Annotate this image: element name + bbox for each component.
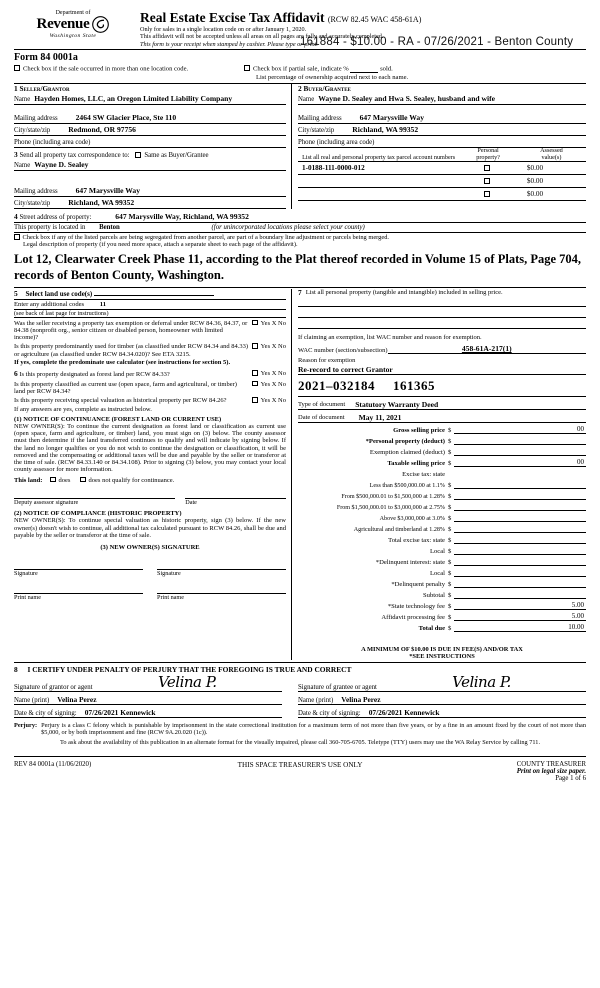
q-timber-text: Is this property predominantly used for timber (as classified under RCW 84.34 and 84.33) or agriculture (as classified under RCW 84.34.020)? See ETA 3215. (14, 343, 249, 358)
grantor-date-city[interactable]: 07/26/2021 Kennewick (84, 707, 156, 717)
seller-mailing-value: 2464 SW Glacier Place, Ste 110 (75, 113, 177, 123)
notice1-body: NEW OWNER(S): To continue the current designation as forest land or classification as current use (open space, farm and agriculture, or timber) land, you must sign on (3) below. The county assessor must then determine if the land transferred continues to qualify and will indicate by signing below. If the land no longer qualifies or you do not wish to continue the designation or classification, it will be removed and the compensating or additional taxes will be due and payable by the seller or transferor at the time of sale. (RCW 84.33.140 or 84.34.108). Prior to signing (3) below, you may contact your local county assessor for more information. (14, 422, 286, 474)
additional-codes-value[interactable]: 11 (99, 300, 107, 308)
personal-col-line2: property? (476, 153, 500, 161)
q7-number: 7 (298, 287, 302, 297)
dollar-sign: $ (448, 536, 452, 544)
checkbox-icon[interactable] (484, 178, 490, 184)
taxable-selling-price-row (298, 456, 586, 467)
rate-row-2 (298, 489, 586, 500)
grantee-signature[interactable]: Velina P. (452, 672, 511, 691)
q-timber-answer[interactable] (252, 343, 286, 350)
gross-selling-price-row (298, 423, 586, 434)
minimum-due-note: A MINIMUM OF $10.00 IS DUE IN FEE(S) AND/OR TAX (361, 645, 523, 653)
grantor-date-label: Date & city of signing: (14, 709, 77, 717)
checkbox-icon[interactable] (252, 343, 258, 349)
grantee-date-label: Date & city of signing: (298, 709, 361, 717)
rate-row-4 (298, 511, 586, 522)
dollar-sign: $ (448, 547, 452, 555)
doctype-label: Type of document (298, 401, 346, 409)
state-technology-fee-label: *State technology fee (387, 602, 445, 610)
affidavit-processing-fee-row (298, 610, 586, 621)
this-land-label: This land: (14, 476, 43, 484)
taxpayer-mailing-field[interactable] (14, 185, 286, 197)
delinquent-penalty-label: *Delinquent penalty (391, 580, 445, 588)
this-land-not-label: does not qualify for continuance. (88, 476, 175, 484)
subtotal-label: Subtotal (423, 591, 445, 599)
agency-logo-block (14, 10, 132, 39)
rate-row-5 (298, 522, 586, 533)
excise-tax-state-row (298, 467, 586, 478)
department-label: Department of (55, 10, 91, 16)
taxpayer-city-value: Richland, WA 99352 (68, 198, 135, 208)
personal-property-line-3[interactable] (298, 318, 586, 329)
delinquent-interest-local-label: Local (429, 569, 445, 577)
rate-label-2: From $500,000.01 to $1,500,000 at 1.28% (341, 493, 445, 500)
grantee-signature-label: Signature of grantee or agent (298, 683, 377, 691)
buyer-name-value: Wayne D. Sealey and Hwa S. Sealey, husband and wife (318, 94, 496, 104)
docdate-value[interactable]: May 11, 2021 (358, 412, 402, 422)
see-instructions-note: *SEE INSTRUCTIONS (409, 652, 475, 660)
q6c-text: Is this property receiving special valuation as historical property per RCW 84.26? (14, 397, 227, 405)
seller-block (14, 84, 292, 148)
q-timber-answer-text: Yes X No (260, 343, 286, 351)
form-number: Form 84 0001a (14, 51, 78, 63)
legal-description[interactable]: Lot 12, Clearwater Creek Phase 11, according to the Plat thereof recorded in Volume 15 of Plats, Page 704, records of Benton County, Washington. (14, 249, 586, 287)
personal-property-deduct-label: *Personal property (deduct) (365, 437, 445, 445)
dollar-sign: $ (448, 459, 452, 467)
reference-number-2: 161365 (393, 377, 435, 393)
document-title-citation: (RCW 82.45 WAC 458-61A) (327, 15, 422, 24)
seller-mailing-label: Mailing address (14, 115, 58, 123)
taxpayer-heading: Send all property tax correspondence to: (19, 152, 130, 160)
delinquent-interest-state-label: *Delinquent interest: state (375, 558, 445, 566)
multi-location-label: Check box if the sale occurred in more than one location code. (23, 65, 189, 73)
revenue-wordmark: Revenue (36, 16, 90, 33)
dollar-sign: $ (448, 492, 452, 500)
exemption-instruction: If claiming an exemption, list WAC number and reason for exemption. (298, 333, 482, 341)
certify-title: I CERTIFY UNDER PENALTY OF PERJURY THAT THE FOREGOING IS TRUE AND CORRECT (27, 664, 352, 674)
additional-codes-hint: (see back of last page for instructions) (14, 310, 286, 318)
grantor-signature-label: Signature of grantor or agent (14, 683, 93, 691)
buyer-phone-label: Phone (including area code) (298, 139, 375, 147)
exemption-claimed-row (298, 445, 586, 456)
rate-value-5[interactable] (454, 532, 586, 533)
seller-city-label: City/state/zip (14, 127, 51, 135)
q6b-text: Is this property classified as current use (open space, farm and agricultural, or timber) land per RCW 84.34? (14, 380, 237, 395)
q7-text: List all personal property (tangible and intangible) included in selling price. (305, 288, 503, 296)
q6a-text: Is this property designated as forest land per RCW 84.33? (19, 371, 170, 379)
party-section (14, 84, 586, 148)
excise-tax-state-label: Excise tax: state (402, 470, 445, 478)
exemption-claimed-label: Exemption claimed (deduct) (369, 448, 445, 456)
assessed-value-cell[interactable]: $0.00 (517, 175, 586, 188)
grantee-certify-block (292, 674, 586, 718)
total-excise-state-label: Total excise tax: state (388, 536, 445, 544)
legal-description-note (14, 241, 586, 249)
this-land-does-label: does (58, 476, 71, 484)
taxable-selling-price-value[interactable]: 00 (454, 458, 586, 467)
grantor-certify-block (14, 674, 292, 718)
personal-property-cell[interactable] (459, 175, 517, 188)
signature-label-1: Signature (14, 570, 38, 578)
checkbox-icon[interactable] (80, 477, 86, 483)
rate-value-3[interactable] (454, 510, 586, 511)
same-as-buyer-label: Same as Buyer/Grantee (144, 152, 209, 160)
grantee-date-city[interactable]: 07/26/2021 Kennewick (368, 707, 440, 717)
located-in-label: This property is located in (14, 224, 86, 232)
revenue-swirl-icon (92, 16, 109, 33)
partial-sale-suffix: sold. (380, 65, 393, 73)
subtotal-value[interactable] (454, 598, 586, 599)
buyer-block (292, 84, 586, 148)
seller-name-label: Name (14, 96, 31, 104)
checkbox-icon[interactable] (484, 165, 490, 171)
q6-note: If any answers are yes, complete as instructed below. (14, 406, 152, 414)
deputy-date-label: Date (185, 499, 197, 507)
personal-property-col-header (459, 148, 517, 162)
taxable-selling-price-label: Taxable selling price (387, 459, 445, 467)
q6a-answer-text: Yes X No (260, 370, 286, 378)
q5-number: 5 (14, 288, 18, 298)
personal-property-cell[interactable] (459, 162, 517, 175)
right-column (292, 289, 586, 660)
taxpayer-name-label: Name (14, 162, 31, 170)
tax-correspondence-block (14, 148, 292, 209)
doctype-value[interactable]: Statutory Warranty Deed (355, 399, 439, 409)
delinquent-interest-local-value[interactable] (454, 576, 586, 577)
dollar-sign: $ (448, 481, 452, 489)
document-title-text: Real Estate Excise Tax Affidavit (140, 10, 325, 25)
local-excise-row (298, 544, 586, 555)
grantee-print-name[interactable]: Velina Perez (341, 694, 381, 704)
taxpayer-city-label: City/state/zip (14, 200, 51, 208)
parcel-col-header: List all real and personal property tax parcel account numbers (298, 148, 459, 162)
checkbox-icon[interactable] (252, 381, 258, 387)
q6-number: 6 (14, 369, 18, 379)
assessed-value-cell[interactable]: $0.00 (517, 188, 586, 201)
rate-label-3: From $1,500,000.01 to $3,000,000 at 2.75% (336, 504, 445, 511)
grantor-print-label: Name (print) (14, 696, 50, 704)
checkbox-icon[interactable] (252, 397, 258, 403)
seller-heading: Seller/Grantor (19, 85, 70, 94)
checkbox-icon[interactable] (14, 65, 20, 71)
buyer-city-field[interactable] (298, 124, 586, 136)
revision-number: REV 84 0001a (11/06/2020) (14, 761, 92, 769)
additional-codes-label: Enter any additional codes (14, 300, 85, 308)
dollar-sign: $ (448, 602, 452, 610)
taxpayer-mailing-value: 647 Marysville Way (75, 186, 141, 196)
notice3-title: (3) NEW OWNER(S) SIGNATURE (100, 544, 200, 552)
delinquent-penalty-value[interactable] (454, 587, 586, 588)
total-due-value[interactable]: 10.00 (454, 623, 586, 632)
ada-note: To ask about the availability of this publication in an alternate format for the visually impaired, please call 360-705-6705. Teletype (TTY) users may use the WA Relay Service by calling 711. (59, 738, 541, 746)
grantor-signature[interactable]: Velina P. (157, 672, 217, 691)
dollar-sign: $ (448, 613, 452, 621)
checkbox-icon[interactable] (244, 65, 250, 71)
exemption-reason-label: Reason for exemption (298, 357, 356, 365)
seller-city-value: Redmond, OR 97756 (68, 125, 136, 135)
wac-number-label: WAC number (section/subsection) (298, 346, 388, 354)
total-due-row (298, 621, 586, 632)
buyer-name-label: Name (298, 96, 315, 104)
notice1-title: (1) NOTICE OF CONTINUANCE (FOREST LAND OR CURRENT USE) (14, 415, 222, 423)
rate-label-4: Above $3,000,000 at 3.0% (379, 515, 445, 522)
street-label: Street address of property: (19, 214, 92, 222)
dollar-sign: $ (448, 580, 452, 588)
notice2-title: (2) NOTICE OF COMPLIANCE (HISTORIC PROPERTY) (14, 510, 182, 518)
table-row (298, 162, 586, 175)
q6b-answer-text: Yes X No (260, 380, 286, 388)
parcel-number-cell[interactable] (298, 175, 459, 188)
parcel-table-block (292, 148, 586, 209)
table-row (298, 188, 586, 201)
rate-label-1: Less than $500,000.00 at 1.1% (369, 482, 445, 489)
buyer-city-label: City/state/zip (298, 127, 335, 135)
street-number: 4 (14, 212, 18, 222)
delinquent-interest-state-row (298, 555, 586, 566)
header-note-1: Only for sales in a single location code on or after January 1, 2020. (140, 26, 307, 33)
perjury-label: Perjury: (14, 721, 38, 729)
left-column (14, 289, 292, 660)
recording-stamp: 161884 - $10.00 - RA - 07/26/2021 - Benton County (300, 36, 574, 48)
top-checkbox-row (14, 63, 586, 75)
dollar-sign: $ (448, 525, 452, 533)
taxpayer-name-value: Wayne D. Sealey (34, 160, 89, 170)
parcel-rows (298, 162, 586, 201)
parcel-table (298, 148, 586, 201)
dollar-sign: $ (448, 426, 452, 434)
this-land-row[interactable] (14, 474, 286, 484)
q-deferral-answer[interactable] (252, 320, 286, 327)
street-value[interactable]: 647 Marysville Way, Richland, WA 99352 (115, 212, 249, 222)
gross-selling-price-value[interactable]: 00 (454, 425, 586, 434)
q-deferral-text: Was the seller receiving a property tax exemption or deferral under RCW 84.36, 84.37, or 84.38 (nonprofit org., senior citizen or disabled person, homeowner with limited income)? (14, 319, 248, 342)
subtotal-row (298, 588, 586, 599)
wac-number-value[interactable]: 458-61A-217(1) (388, 344, 586, 354)
dollar-sign: $ (448, 591, 452, 599)
q6a-answer[interactable] (252, 370, 286, 377)
rate-value-1[interactable] (454, 488, 586, 489)
dollar-sign: $ (448, 437, 452, 445)
checkbox-icon[interactable] (135, 152, 141, 158)
perjury-text: Perjury is a class C felony which is punishable by imprisonment in the state correctional institution for a maximum term of not more than five years, or by a fine in an amount fixed by the court of not more than $5,000, or by both imprisonment and fine (RCW 9A.20.020 (1c)). (41, 721, 586, 737)
checkbox-icon[interactable] (252, 370, 258, 376)
multi-location-check[interactable] (14, 65, 244, 74)
rate-label-5: Agricultural and timberland at 1.28% (353, 526, 445, 533)
seller-phone-field[interactable] (14, 136, 286, 148)
personal-property-line-2[interactable] (298, 307, 586, 318)
segregation-check[interactable] (14, 233, 586, 241)
segregation-label: Check box if any of the listed parcels are being segregated from another parcel, are part of a boundary line adjustment or parcels being merged. (22, 234, 389, 242)
partial-sale-label: Check box if partial sale, indicate % (253, 65, 349, 73)
checkbox-icon[interactable] (252, 320, 258, 326)
dollar-sign: $ (448, 514, 452, 522)
dollar-sign: $ (448, 448, 452, 456)
certify-number: 8 (14, 664, 18, 674)
dollar-sign: $ (448, 569, 452, 577)
washington-state-label: Washington State (49, 33, 97, 40)
state-technology-fee-row (298, 599, 586, 610)
print-name-label-1: Print name (14, 594, 41, 602)
personal-col-line1: Personal (477, 147, 499, 155)
personal-property-line-1[interactable] (298, 297, 586, 307)
located-in-value[interactable]: Benton (99, 224, 120, 232)
seller-name-field[interactable] (14, 93, 286, 105)
personal-property-deduct-value[interactable] (454, 444, 586, 445)
rate-value-4[interactable] (454, 521, 586, 522)
local-excise-label: Local (429, 547, 445, 555)
state-technology-fee-value[interactable]: 5.00 (454, 601, 586, 610)
page-number: Page 1 of 6 (555, 775, 587, 783)
affidavit-processing-fee-label: Affidavit processing fee (381, 613, 445, 621)
seller-name-value: Hayden Homes, LLC, an Oregon Limited Liability Company (34, 94, 233, 104)
buyer-mailing-field[interactable] (298, 112, 586, 124)
rate-row-1 (298, 478, 586, 489)
street-address-section (14, 209, 586, 249)
assessed-col-line1: Assessed (540, 147, 563, 155)
footer (14, 756, 586, 782)
taxpayer-city-field[interactable] (14, 197, 286, 209)
docdate-label: Date of document (298, 414, 345, 422)
legal-description-note-text: Legal description of property (if you need more space, attach a separate sheet to each page of the affidavit). (23, 241, 298, 249)
q-deferral-answer-text: Yes X No (260, 319, 286, 327)
parcel-number-cell[interactable]: 1-0188-111-0000-012 (298, 162, 459, 175)
partial-sale-check[interactable] (244, 65, 586, 74)
checkbox-icon[interactable] (50, 477, 56, 483)
assessed-col-line2: value(s) (541, 153, 562, 161)
treasurer-space-label: THIS SPACE TREASURER'S USE ONLY (237, 761, 363, 770)
county-treasurer-label: COUNTY TREASURER (516, 761, 587, 769)
reference-number-1: 2021–032184 (298, 377, 375, 393)
assessed-value-col-header (517, 148, 586, 162)
dollar-sign: $ (448, 503, 452, 511)
personal-property-cell[interactable] (459, 188, 517, 201)
dollar-sign: $ (448, 558, 452, 566)
taxpayer-name-field[interactable] (14, 159, 286, 171)
checkbox-icon[interactable] (14, 234, 20, 240)
taxpayer-number: 3 (14, 150, 18, 160)
q-predominate-note: If yes, complete the predominate use calculator (see instructions for section 5). (14, 359, 231, 367)
total-due-label: Total due (418, 624, 445, 632)
exemption-claimed-value[interactable] (454, 455, 586, 456)
header-note-3: This form is your receipt when stamped by cashier. Please type or print. (140, 40, 318, 48)
located-in-hint: (for unincorporated locations please select your county) (211, 224, 365, 232)
seller-phone-label: Phone (including area code) (14, 139, 91, 147)
affidavit-processing-fee-value[interactable]: 5.00 (454, 612, 586, 621)
notice2-body: NEW OWNER(S): To continue special valuation as historic property, sign (3) below. If the new owner(s) doesn't wish to continue, all additional tax calculated pursuant to RCW 84.26, shall be due and payable by the seller or transferor at the time of sale. (14, 517, 286, 539)
rate-row-3 (298, 500, 586, 511)
signature-label-2: Signature (157, 570, 181, 578)
ownership-percent-note: List percentage of ownership acquired next to each name. (14, 74, 586, 84)
table-row (298, 175, 586, 188)
checkbox-icon[interactable] (484, 191, 490, 197)
buyer-mailing-value: 647 Marysville Way (359, 113, 425, 123)
q6b-answer[interactable] (252, 381, 286, 388)
grantee-print-label: Name (print) (298, 696, 334, 704)
header-note-2: This affidavit will not be accepted unless all areas on all pages are fully and accurately completed. (140, 33, 384, 41)
assessed-value-cell[interactable]: $0.00 (517, 162, 586, 175)
grantor-print-name[interactable]: Velina Perez (57, 694, 97, 704)
seller-mailing-field[interactable] (14, 112, 286, 124)
exemption-reason-value[interactable]: Re-record to correct Grantor (298, 365, 586, 375)
delinquent-interest-local-row (298, 566, 586, 577)
document-title (140, 10, 586, 26)
seller-number: 1 (14, 84, 18, 94)
buyer-name-field[interactable] (298, 93, 586, 105)
correspondence-parcel-section (14, 148, 586, 209)
delinquent-penalty-row (298, 577, 586, 588)
gross-selling-price-label: Gross selling price (393, 426, 445, 434)
total-excise-state-row (298, 533, 586, 544)
q5-title: Select land use code(s) (25, 289, 93, 298)
total-excise-state-value[interactable] (454, 543, 586, 544)
personal-property-deduct-row (298, 434, 586, 445)
q6c-answer[interactable] (252, 397, 286, 404)
buyer-heading: Buyer/Grantee (303, 85, 351, 94)
rate-value-2[interactable] (454, 499, 586, 500)
buyer-city-value: Richland, WA 99352 (352, 125, 419, 135)
dollar-sign: $ (448, 624, 452, 632)
print-name-label-2: Print name (157, 594, 184, 602)
taxpayer-mailing-label: Mailing address (14, 188, 58, 196)
deputy-signature-label: Deputy assessor signature (14, 499, 79, 507)
parcel-number-cell[interactable] (298, 188, 459, 201)
buyer-number: 2 (298, 84, 302, 94)
print-legal-note: Print on legal size paper. (516, 768, 587, 776)
buyer-mailing-label: Mailing address (298, 115, 342, 123)
perjury-section (14, 718, 586, 747)
seller-city-field[interactable] (14, 124, 286, 136)
q6c-answer-text: Yes X No (260, 397, 286, 405)
delinquent-interest-state-value[interactable] (454, 565, 586, 566)
main-body (14, 289, 586, 660)
local-excise-value[interactable] (454, 554, 586, 555)
certification-section (14, 662, 586, 718)
